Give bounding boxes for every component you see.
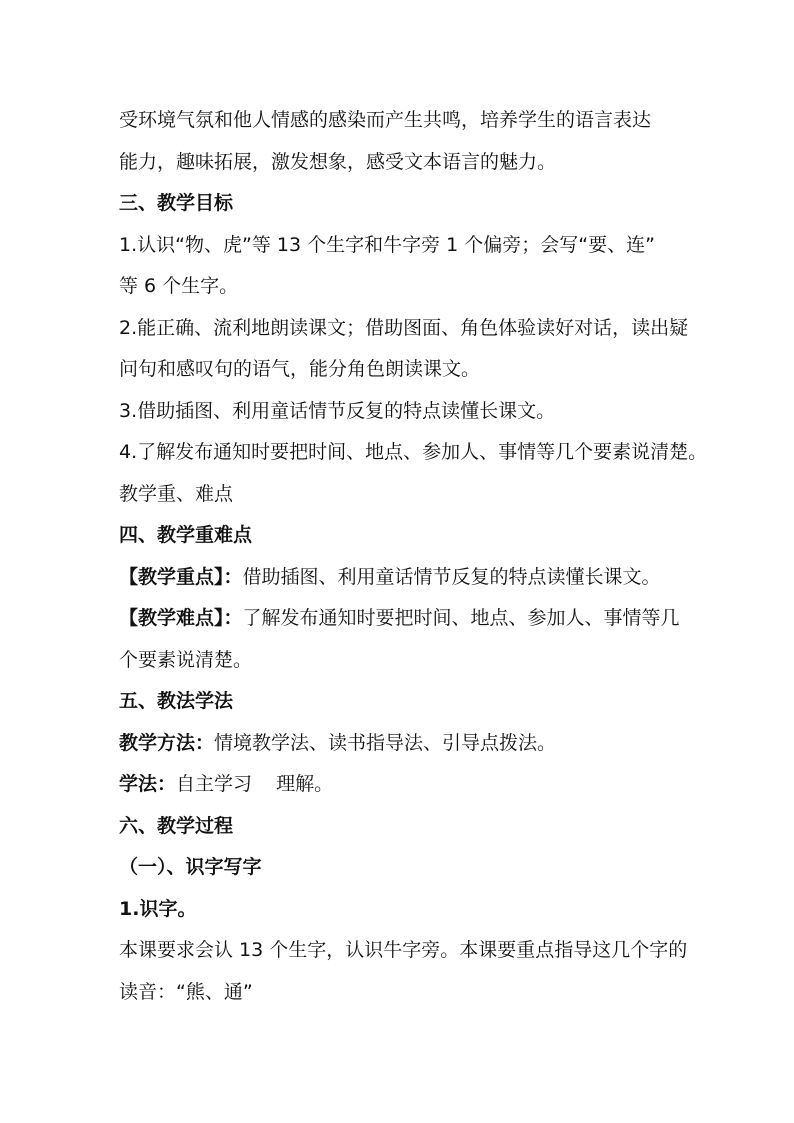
goal-item: 3.借助插图、利用童话情节反复的特点读懂长课文。 <box>119 399 556 422</box>
subsection-heading: （一）、识字写字 <box>119 856 262 878</box>
study-text: 自主学习 理解。 <box>176 773 334 795</box>
step-heading: 1.识字。 <box>119 897 197 920</box>
method-label: 教学方法： <box>119 731 215 754</box>
difficult-point-continued: 个要素说清楚。 <box>119 648 253 671</box>
method-row <box>119 723 689 765</box>
intro-line: 受环境气氛和他人情感的感染而产生共鸣，培养学生的语言表达 <box>119 109 652 131</box>
key-point-row <box>119 557 689 599</box>
goal-item-continued: 问句和感叹句的语气，能分角色朗读课文。 <box>119 358 481 380</box>
step-text-continued: 读音：“熊、通” <box>119 980 253 1003</box>
section-heading: 三、教学目标 <box>119 192 234 214</box>
method-text: 情境教学法、读书指导法、引导点拨法。 <box>214 731 557 754</box>
document-page <box>119 100 708 1013</box>
difficult-point-row <box>119 598 689 640</box>
section-heading: 六、教学过程 <box>119 814 234 837</box>
goal-item: 4.了解发布通知时要把时间、地点、参加人、事情等几个要素说清楚。 <box>119 441 708 463</box>
goal-item: 1.认识“物、虎”等 13 个生字和牛字旁 1 个偏旁；会写“要、连” <box>119 233 655 256</box>
plain-text: 教学重、难点 <box>119 482 234 505</box>
step-text: 本课要求会认 13 个生字，认识牛字旁。本课要重点指导这几个字的 <box>119 939 688 961</box>
goal-item: 2.能正确、流利地朗读课文；借助图面、角色体验读好对话，读出疑 <box>119 316 689 339</box>
section-heading: 五、教法学法 <box>119 690 234 712</box>
section-heading: 四、教学重难点 <box>119 524 253 546</box>
study-label: 学法： <box>119 773 177 795</box>
difficult-point-label: 【教学难点】： <box>119 607 243 629</box>
key-point-text: 借助插图、利用童话情节反复的特点读懂长课文。 <box>242 565 661 588</box>
study-row <box>119 764 689 806</box>
difficult-point-text: 了解发布通知时要把时间、地点、参加人、事情等几 <box>242 607 680 629</box>
intro-line: 能力，趣味拓展，激发想象，感受文本语言的魅力。 <box>119 150 557 173</box>
goal-item-continued: 等 6 个生字。 <box>119 275 239 297</box>
key-point-label: 【教学重点】： <box>119 565 243 588</box>
